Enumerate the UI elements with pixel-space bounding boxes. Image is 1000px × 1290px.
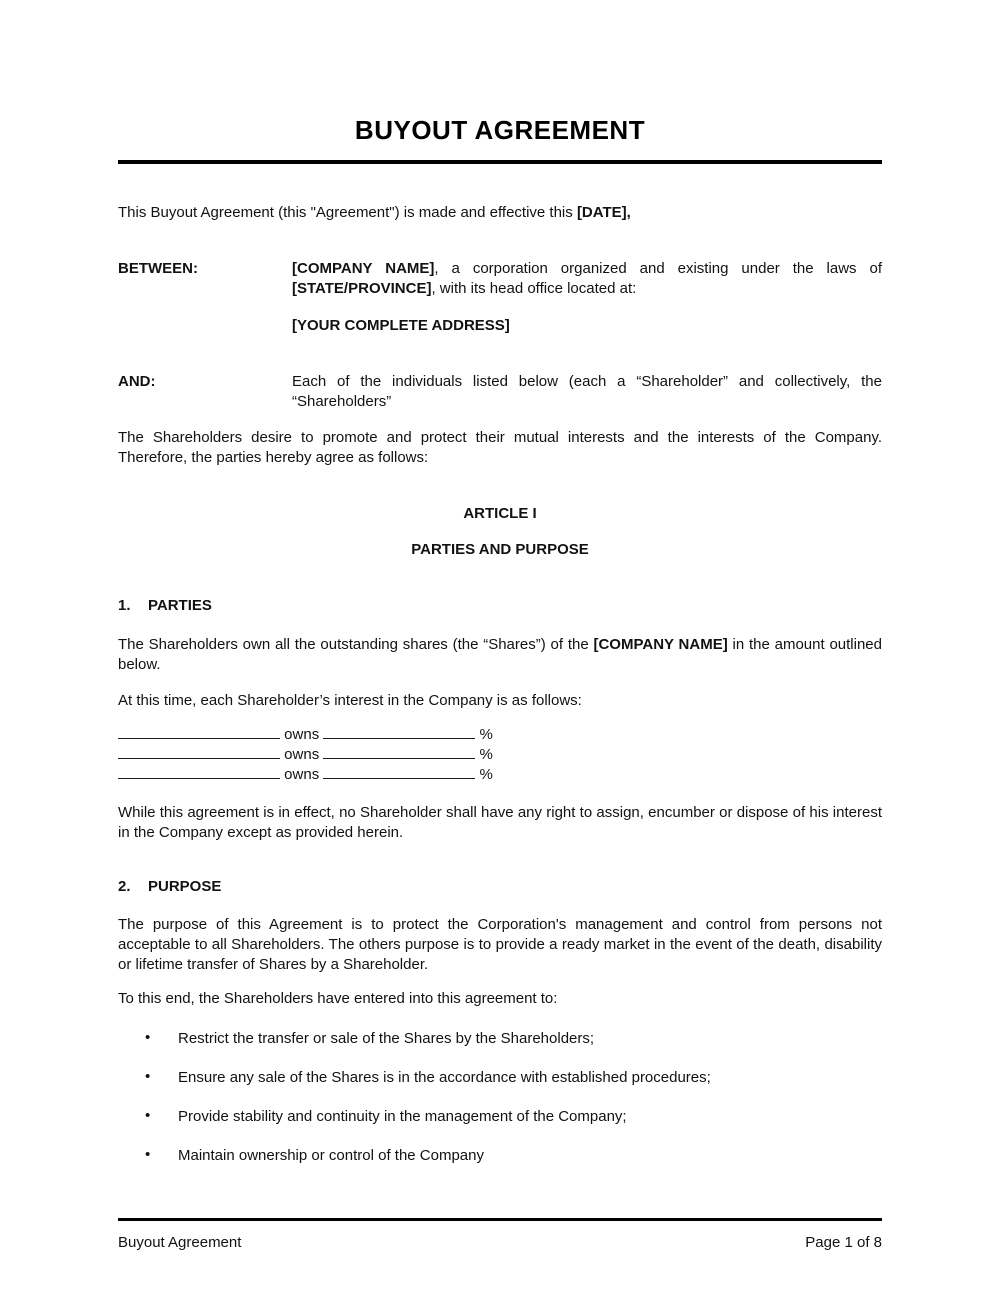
bullet-text: Provide stability and continuity in the management of the Company;	[178, 1108, 627, 1125]
s1p1-text-a: The Shareholders own all the outstanding shares (the “Shares”) of the	[118, 636, 594, 653]
list-item	[118, 1068, 882, 1088]
between-label: BETWEEN:	[118, 260, 198, 277]
percent-sign: %	[479, 726, 493, 743]
address-placeholder: [YOUR COMPLETE ADDRESS]	[292, 317, 510, 334]
bullet-text: Ensure any sale of the Shares is in the accordance with established procedures;	[178, 1069, 711, 1086]
percentage-blank	[323, 725, 475, 739]
and-row	[118, 372, 882, 412]
list-item	[118, 1107, 882, 1127]
purpose-bullet-list	[118, 1029, 882, 1166]
state-province-placeholder: [STATE/PROVINCE]	[292, 280, 432, 297]
section-2-heading	[118, 877, 882, 897]
section-2-number: 2.	[118, 878, 131, 895]
s1p1-text-b: in the amount outlined below.	[118, 636, 882, 673]
ownership-blanks	[118, 725, 882, 785]
owns-label: owns	[284, 746, 320, 763]
between-row	[118, 259, 882, 299]
bullet-text: Maintain ownership or control of the Company	[178, 1147, 484, 1164]
section-1-title: PARTIES	[148, 597, 212, 614]
ownership-row	[118, 725, 882, 745]
percentage-blank	[323, 765, 475, 779]
list-item	[118, 1029, 882, 1049]
section-1-number: 1.	[118, 597, 131, 614]
intro-paragraph	[118, 203, 882, 223]
section-2-paragraph-2: To this end, the Shareholders have entered into this agreement to:	[118, 990, 558, 1007]
article-heading: ARTICLE I	[463, 505, 537, 522]
between-text	[292, 259, 882, 299]
page-footer	[118, 1218, 882, 1253]
shareholder-name-blank	[118, 765, 280, 779]
date-placeholder: [DATE],	[576, 204, 631, 221]
owns-label: owns	[284, 726, 320, 743]
company-name-placeholder-2: [COMPANY NAME]	[593, 636, 728, 653]
article-subheading: PARTIES AND PURPOSE	[411, 541, 589, 558]
percent-sign: %	[479, 746, 493, 763]
between-text-2: , with its head office located at:	[431, 280, 637, 297]
between-text-1: , a corporation organized and existing under the laws of	[434, 260, 883, 277]
percent-sign: %	[479, 766, 493, 783]
and-text: Each of the individuals listed below (each a “Shareholder” and collectively, the “Shareholders”	[292, 373, 882, 410]
section-2-title: PURPOSE	[148, 878, 222, 895]
preamble-paragraph: The Shareholders desire to promote and protect their mutual interests and the interests of the Company. Therefore, the parties hereby agree as follows:	[118, 429, 882, 466]
bullet-icon: •	[145, 1029, 151, 1046]
bullet-text: Restrict the transfer or sale of the Shares by the Shareholders;	[178, 1030, 595, 1047]
ownership-row	[118, 765, 882, 785]
percentage-blank	[323, 745, 475, 759]
intro-text: This Buyout Agreement (this "Agreement") is made and effective this	[118, 204, 577, 221]
section-2-paragraph-1: The purpose of this Agreement is to protect the Corporation's management and control from persons not acceptable to all Shareholders. The others purpose is to provide a ready market in the event of the death, disability or lifetime transfer of Shares by a Shareholder.	[118, 916, 882, 973]
footer-document-name: Buyout Agreement	[118, 1234, 242, 1251]
and-label: AND:	[118, 373, 156, 390]
bullet-icon: •	[145, 1107, 151, 1124]
shareholder-name-blank	[118, 745, 280, 759]
shareholder-name-blank	[118, 725, 280, 739]
title-rule	[118, 160, 882, 164]
list-item	[118, 1146, 882, 1166]
section-1-paragraph-1	[118, 635, 882, 675]
section-1-heading	[118, 596, 882, 616]
bullet-icon: •	[145, 1068, 151, 1085]
document-title: BUYOUT AGREEMENT	[354, 115, 646, 145]
footer-page-number: Page 1 of 8	[805, 1234, 882, 1251]
ownership-row	[118, 745, 882, 765]
section-1-paragraph-3: While this agreement is in effect, no Shareholder shall have any right to assign, encumber or dispose of his interest in the Company except as provided herein.	[118, 804, 882, 841]
company-name-placeholder: [COMPANY NAME]	[292, 260, 435, 277]
section-1-paragraph-2: At this time, each Shareholder’s interest in the Company is as follows:	[118, 692, 582, 709]
footer-rule	[118, 1218, 882, 1221]
owns-label: owns	[284, 766, 320, 783]
bullet-icon: •	[145, 1146, 151, 1163]
